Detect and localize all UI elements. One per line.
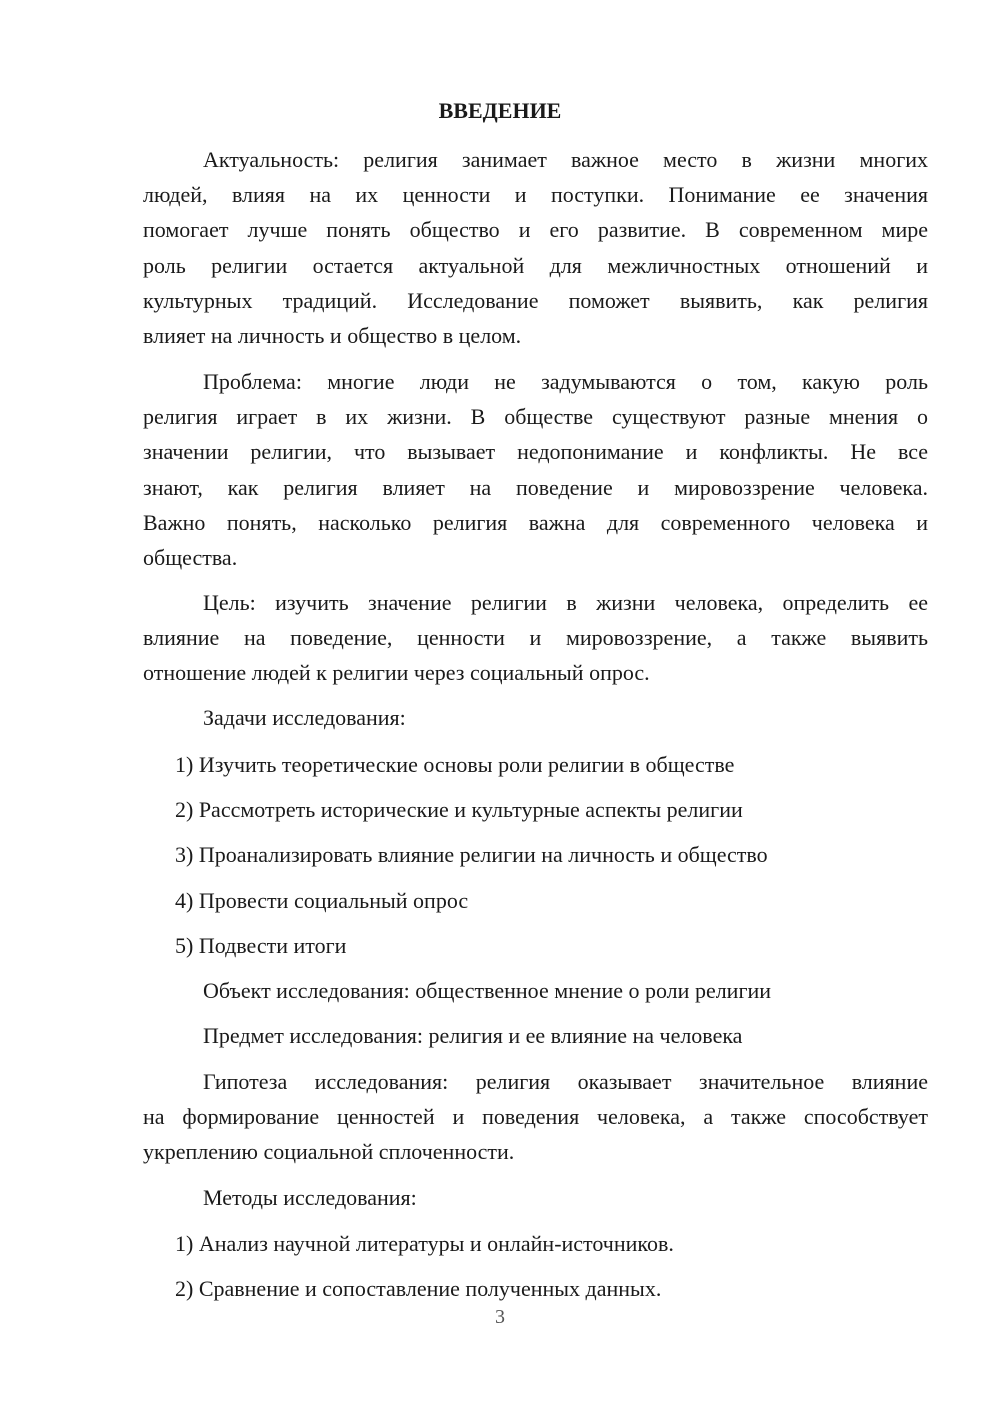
list-item: 1) Анализ научной литературы и онлайн-источников. <box>175 1231 674 1256</box>
text-line: знают, как религия влияет на поведение и мировоззрение человека. <box>143 474 928 500</box>
text-line: Предмет исследования: религия и ее влияние на человека <box>203 1023 743 1048</box>
text-line: значении религии, что вызывает недопонимание и конфликты. Не все <box>143 439 928 465</box>
text-line: Важно понять, насколько религия важна для современного человека и <box>143 509 928 535</box>
text-line: Актуальность: религия занимает важное место в жизни многих <box>203 147 928 172</box>
text-line: на формирование ценностей и поведения человека, а также способствует <box>143 1104 928 1130</box>
list-item: 4) Провести социальный опрос <box>175 887 469 913</box>
text-line: людей, влияя на их ценности и поступки. Понимание ее значения <box>143 182 928 208</box>
text-line: Проблема: многие люди не задумываются о том, какую роль <box>203 369 928 394</box>
paragraph-problem <box>143 364 928 575</box>
text-line: помогает лучше понять общество и его развитие. В современном мире <box>143 217 928 243</box>
text-line: отношение людей к религии через социальный опрос. <box>143 660 650 686</box>
list-item: 2) Рассмотреть исторические и культурные аспекты религии <box>175 797 743 823</box>
list-item: 3) Проанализировать влияние религии на личность и общество <box>175 842 768 868</box>
section-title: ВВЕДЕНИЕ <box>438 98 562 123</box>
text-line: роль религии остается актуальной для межличностных отношений и <box>143 252 928 278</box>
text-line: влияние на поведение, ценности и мировоззрение, а также выявить <box>143 625 928 651</box>
list-item: 2) Сравнение и сопоставление полученных данных. <box>175 1276 662 1302</box>
tasks-heading <box>143 700 928 735</box>
list-item: 5) Подвести итоги <box>175 932 347 958</box>
text-line: культурных традиций. Исследование поможет выявить, как религия <box>143 287 928 313</box>
text-line: религия играет в их жизни. В обществе существуют разные мнения о <box>143 404 928 430</box>
paragraph-hypothesis <box>143 1064 928 1170</box>
list-item: 1) Изучить теоретические основы роли религии в обществе <box>175 752 735 777</box>
text-line: Цель: изучить значение религии в жизни человека, определить ее <box>203 590 928 615</box>
text-line: Задачи исследования: <box>203 705 406 730</box>
tasks-list <box>143 747 928 973</box>
methods-heading <box>143 1180 928 1215</box>
research-object <box>143 973 928 1008</box>
text-line: Методы исследования: <box>203 1185 417 1210</box>
research-subject <box>143 1018 928 1053</box>
text-line: Гипотеза исследования: религия оказывает значительное влияние <box>203 1069 928 1094</box>
text-line: влияет на личность и общество в целом. <box>143 322 522 348</box>
paragraph-goal <box>143 585 928 691</box>
text-line: Объект исследования: общественное мнение о роли религии <box>203 978 772 1003</box>
paragraph-relevance <box>143 142 928 353</box>
text-line: общества. <box>143 544 238 570</box>
page-number: 3 <box>495 1306 505 1328</box>
text-line: укреплению социальной сплоченности. <box>143 1139 515 1165</box>
